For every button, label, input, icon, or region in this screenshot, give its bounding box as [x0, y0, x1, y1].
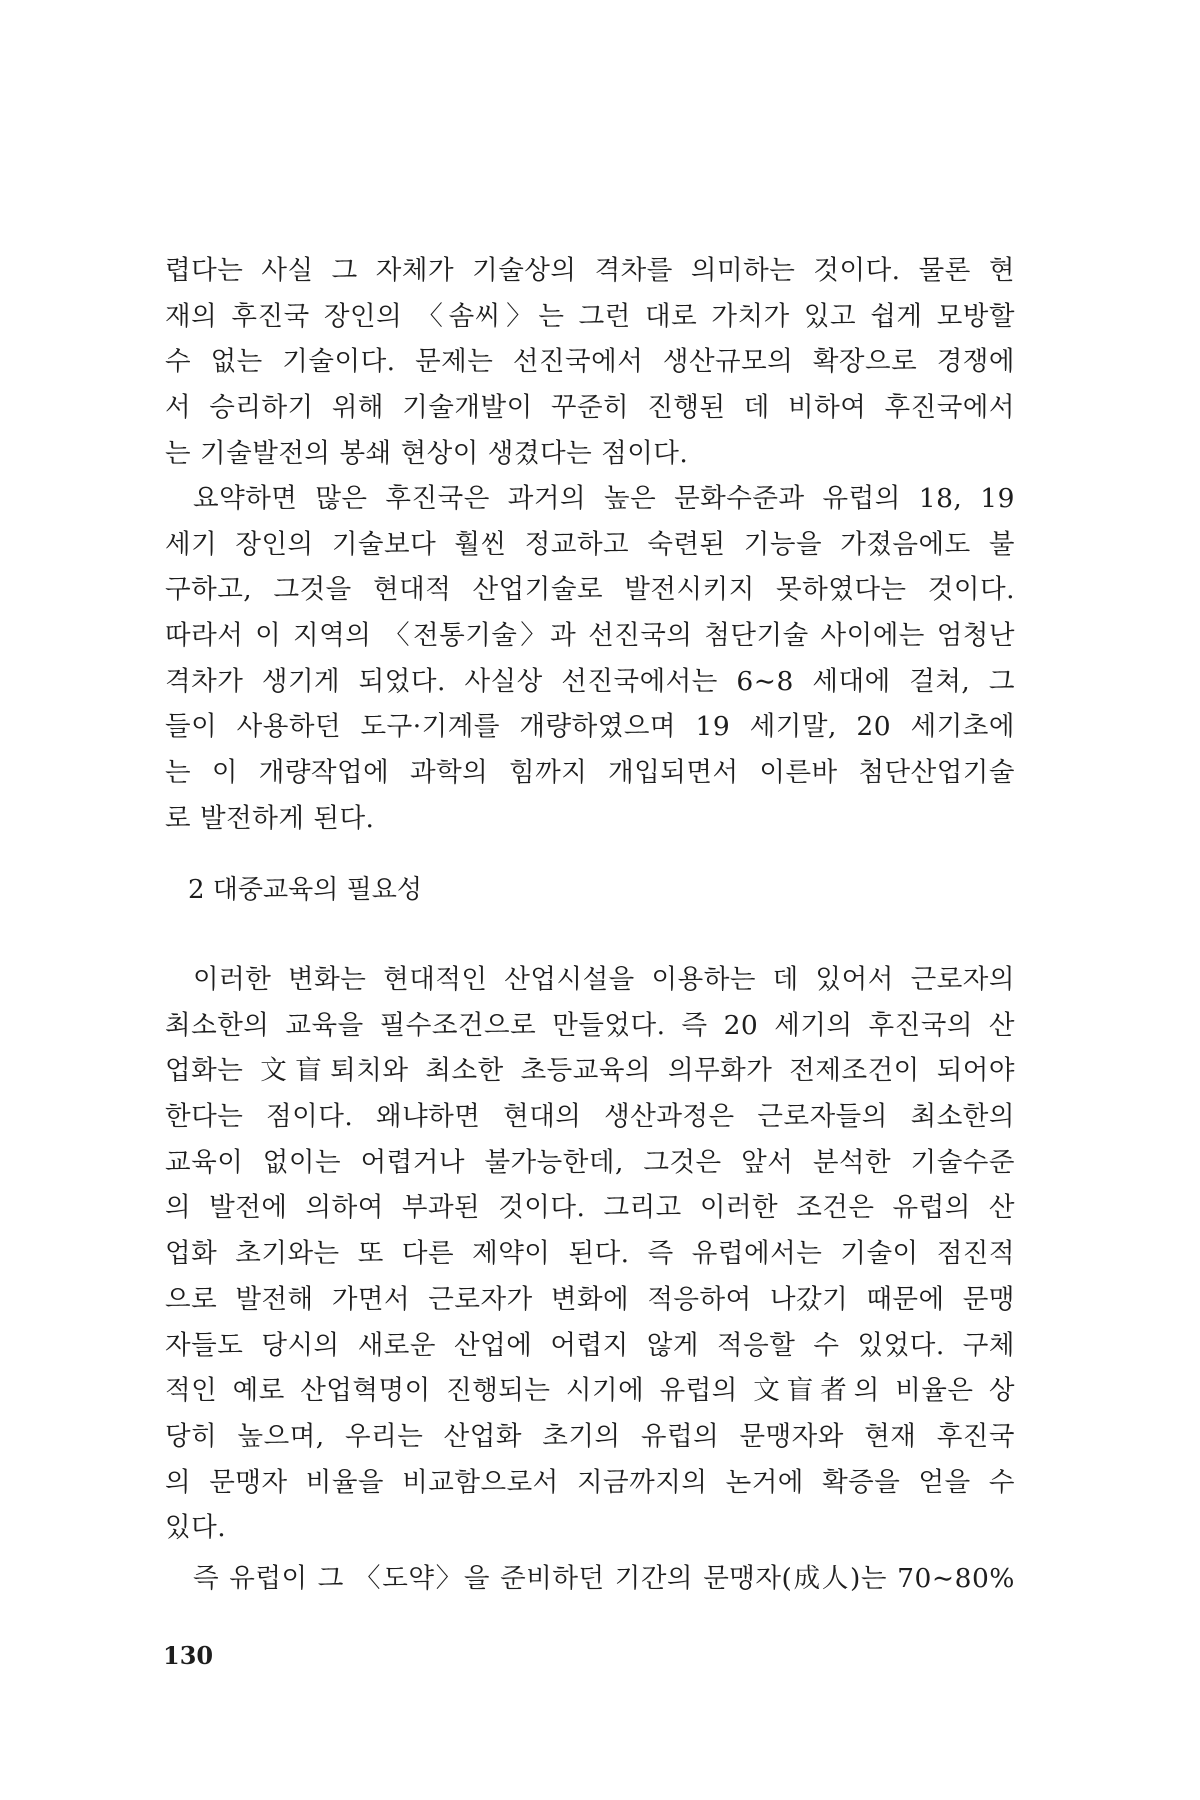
text-line: 적인 예로 산업혁명이 진행되는 시기에 유럽의 文盲者의 비율은 상	[165, 1375, 1015, 1407]
page-number: 130	[163, 1641, 214, 1670]
text-line: 의 문맹자 비율을 비교함으로서 지금까지의 논거에 확증을 얻을 수	[165, 1466, 1015, 1498]
paragraph-1	[165, 248, 1015, 476]
text-line: 는 이 개량작업에 과학의 힘까지 개입되면서 이른바 첨단산업기술	[165, 757, 1015, 789]
text-line: 최소한의 교육을 필수조건으로 만들었다. 즉 20 세기의 후진국의 산	[165, 1009, 1015, 1041]
text-line: 있다.	[165, 1512, 227, 1544]
text-line: 서 승리하기 위해 기술개발이 꾸준히 진행된 데 비하여 후진국에서	[165, 392, 1015, 424]
text-line: 이러한 변화는 현대적인 산업시설을 이용하는 데 있어서 근로자의	[193, 964, 1015, 995]
text-line: 구하고, 그것을 현대적 산업기술로 발전시키지 못하였다는 것이다.	[165, 574, 1015, 606]
text-line: 의 발전에 의하여 부과된 것이다. 그리고 이러한 조건은 유럽의 산	[165, 1192, 1015, 1224]
text-line: 격차가 생기게 되었다. 사실상 선진국에서는 6∼8 세대에 걸쳐, 그	[165, 665, 1015, 697]
paragraph-4	[165, 1556, 1015, 1602]
text-line: 업화 초기와는 또 다른 제약이 된다. 즉 유럽에서는 기술이 점진적	[165, 1238, 1015, 1270]
text-line: 는 기술발전의 봉쇄 현상이 생겼다는 점이다.	[165, 437, 689, 469]
text-line: 수 없는 기술이다. 문제는 선진국에서 생산규모의 확장으로 경쟁에	[165, 346, 1015, 378]
text-line: 한다는 점이다. 왜냐하면 현대의 생산과정은 근로자들의 최소한의	[165, 1101, 1015, 1133]
text-line: 재의 후진국 장인의 〈솜씨〉는 그런 대로 가치가 있고 쉽게 모방할	[165, 300, 1015, 332]
text-line: 자들도 당시의 새로운 산업에 어렵지 않게 적응할 수 있었다. 구체	[165, 1329, 1015, 1361]
text-line: 세기 장인의 기술보다 훨씬 정교하고 숙련된 기능을 가졌음에도 불	[165, 528, 1015, 560]
text-line: 들이 사용하던 도구·기계를 개량하였으며 19 세기말, 20 세기초에	[165, 711, 1015, 743]
text-line: 따라서 이 지역의 〈전통기술〉과 선진국의 첨단기술 사이에는 엄청난	[165, 620, 1015, 652]
text-line: 당히 높으며, 우리는 산업화 초기의 유럽의 문맹자와 현재 후진국	[165, 1420, 1015, 1452]
text-line: 업화는 文盲퇴치와 최소한 초등교육의 의무화가 전제조건이 되어야	[165, 1055, 1015, 1087]
text-line: 로 발전하게 된다.	[165, 802, 375, 834]
text-line: 즉 유럽이 그 〈도약〉을 준비하던 기간의 문맹자(成人)는 70∼80%	[193, 1563, 1015, 1594]
text-line: 렵다는 사실 그 자체가 기술상의 격차를 의미하는 것이다. 물론 현	[165, 255, 1015, 286]
paragraph-3	[165, 957, 1015, 1551]
text-line: 요약하면 많은 후진국은 과거의 높은 문화수준과 유럽의 18, 19	[193, 483, 1015, 514]
section-heading: 2 대중교육의 필요성	[188, 875, 422, 905]
text-line: 교육이 없이는 어렵거나 불가능한데, 그것은 앞서 분석한 기술수준	[165, 1146, 1015, 1178]
paragraph-2	[165, 476, 1015, 842]
text-line: 으로 발전해 가면서 근로자가 변화에 적응하여 나갔기 때문에 문맹	[165, 1283, 1015, 1315]
